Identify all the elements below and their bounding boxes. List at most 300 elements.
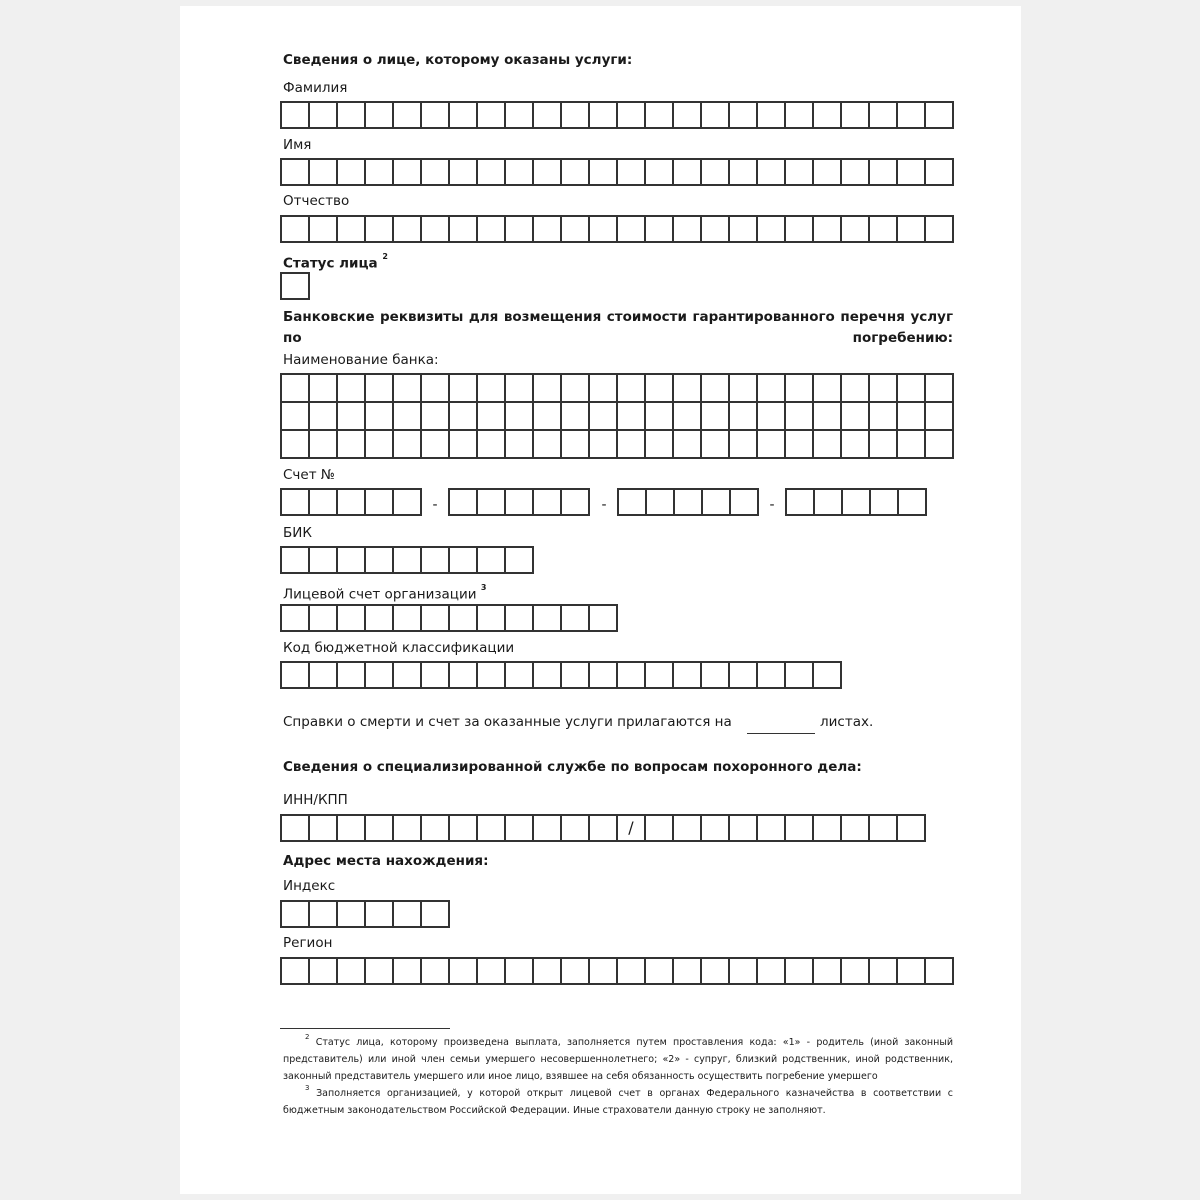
char-cell[interactable] — [282, 215, 310, 243]
char-cell[interactable] — [646, 431, 674, 459]
char-cell[interactable] — [674, 101, 702, 129]
char-cell[interactable] — [842, 431, 870, 459]
bank-name-field[interactable] — [280, 373, 954, 459]
char-cell[interactable] — [814, 661, 842, 689]
char-cell[interactable] — [534, 101, 562, 129]
char-cell[interactable] — [562, 375, 590, 403]
region-label: Регион — [283, 935, 333, 951]
char-cell[interactable] — [898, 814, 926, 842]
personal-account-footnote-mark: 3 — [480, 583, 487, 592]
char-cell[interactable] — [506, 546, 534, 574]
char-cell[interactable] — [646, 957, 674, 985]
char-cell[interactable] — [562, 431, 590, 459]
char-cell[interactable] — [282, 272, 310, 300]
char-cell[interactable] — [394, 546, 422, 574]
char-cell[interactable] — [478, 957, 506, 985]
char-cell[interactable] — [310, 957, 338, 985]
char-cell[interactable] — [394, 431, 422, 459]
char-cell[interactable] — [366, 814, 394, 842]
footnote-2-mark: 2 — [305, 1033, 310, 1041]
char-cell[interactable] — [590, 403, 618, 431]
char-cell[interactable] — [394, 101, 422, 129]
char-cell[interactable] — [450, 158, 478, 186]
status-label-text: Статус лица — [283, 255, 378, 272]
char-cell[interactable] — [870, 403, 898, 431]
char-cell[interactable] — [646, 814, 674, 842]
char-cell[interactable] — [506, 158, 534, 186]
attachments-suffix: листах. — [820, 714, 874, 730]
char-cell[interactable] — [506, 375, 534, 403]
char-cell[interactable] — [926, 957, 954, 985]
char-cell[interactable] — [310, 375, 338, 403]
char-cell[interactable] — [310, 431, 338, 459]
char-cell[interactable] — [842, 957, 870, 985]
char-cell[interactable] — [338, 101, 366, 129]
char-cell[interactable] — [786, 403, 814, 431]
char-cell[interactable] — [786, 375, 814, 403]
char-cell[interactable] — [646, 375, 674, 403]
char-cell[interactable] — [422, 661, 450, 689]
char-cell[interactable] — [870, 101, 898, 129]
char-cell[interactable] — [590, 814, 618, 842]
kbk-field[interactable] — [280, 661, 842, 689]
char-cell[interactable] — [646, 403, 674, 431]
char-cell[interactable] — [366, 488, 394, 516]
char-cell[interactable] — [842, 814, 870, 842]
bik-label: БИК — [283, 525, 312, 541]
char-cell[interactable] — [422, 900, 450, 928]
char-cell[interactable] — [366, 375, 394, 403]
char-cell[interactable] — [618, 158, 646, 186]
char-cell[interactable] — [674, 431, 702, 459]
footnote-3-text: Заполняется организацией, у которой открыт лицевой счет в органах Федерального казначейства в соответствии с бюджетным законодательством Российской Федерации. Иные страхователи данную строку не заполняют. — [283, 1088, 953, 1117]
char-cell[interactable] — [702, 431, 730, 459]
char-cell[interactable] — [534, 814, 562, 842]
char-cell[interactable] — [730, 431, 758, 459]
char-cell[interactable] — [926, 431, 954, 459]
char-cell[interactable] — [338, 403, 366, 431]
char-cell[interactable] — [394, 604, 422, 632]
person-heading: Сведения о лице, которому оказаны услуги: — [283, 52, 633, 68]
char-cell[interactable] — [730, 814, 758, 842]
char-cell[interactable] — [450, 546, 478, 574]
char-cell[interactable] — [366, 546, 394, 574]
char-cell[interactable] — [366, 403, 394, 431]
char-cell[interactable] — [674, 403, 702, 431]
char-cell[interactable] — [646, 158, 674, 186]
char-cell[interactable] — [394, 661, 422, 689]
char-cell[interactable] — [450, 101, 478, 129]
char-cell[interactable] — [898, 101, 926, 129]
char-cell[interactable] — [562, 488, 590, 516]
char-cell[interactable] — [758, 661, 786, 689]
char-cell[interactable] — [310, 488, 338, 516]
char-cell[interactable] — [478, 661, 506, 689]
char-cell[interactable] — [422, 604, 450, 632]
char-cell[interactable] — [394, 375, 422, 403]
char-cell[interactable] — [590, 957, 618, 985]
char-cell[interactable] — [618, 957, 646, 985]
char-cell[interactable] — [506, 215, 534, 243]
char-cell[interactable] — [478, 215, 506, 243]
char-cell[interactable] — [338, 661, 366, 689]
footnote-divider — [280, 1028, 450, 1029]
char-cell[interactable] — [506, 957, 534, 985]
char-cell[interactable] — [730, 957, 758, 985]
char-cell[interactable] — [926, 403, 954, 431]
char-cell[interactable] — [870, 814, 898, 842]
char-cell[interactable] — [702, 158, 730, 186]
char-cell[interactable] — [786, 661, 814, 689]
char-cell[interactable] — [842, 215, 870, 243]
personal-account-label-text: Лицевой счет организации — [283, 586, 477, 603]
char-cell[interactable] — [618, 101, 646, 129]
char-cell[interactable] — [534, 661, 562, 689]
char-cell[interactable] — [422, 403, 450, 431]
char-cell[interactable] — [534, 957, 562, 985]
char-cell[interactable] — [422, 101, 450, 129]
char-cell[interactable] — [842, 101, 870, 129]
char-cell[interactable] — [619, 488, 647, 516]
char-cell[interactable] — [674, 814, 702, 842]
char-cell[interactable] — [506, 814, 534, 842]
char-cell[interactable] — [870, 158, 898, 186]
footnote-3-mark: 3 — [305, 1084, 310, 1092]
char-cell[interactable] — [422, 215, 450, 243]
account-field-part1[interactable] — [280, 488, 422, 516]
char-cell[interactable] — [562, 957, 590, 985]
char-cell[interactable] — [758, 431, 786, 459]
bank-heading: Банковские реквизиты для возмещения стоимости гарантированного перечня услуг по погребению: — [283, 309, 953, 346]
char-cell[interactable] — [730, 403, 758, 431]
char-cell[interactable] — [758, 101, 786, 129]
char-cell[interactable] — [310, 814, 338, 842]
char-cell[interactable] — [478, 431, 506, 459]
char-cell[interactable] — [478, 814, 506, 842]
char-cell[interactable] — [618, 661, 646, 689]
char-cell[interactable] — [394, 900, 422, 928]
char-cell[interactable] — [310, 215, 338, 243]
char-cell[interactable] — [394, 957, 422, 985]
char-cell[interactable] — [646, 661, 674, 689]
char-cell[interactable] — [310, 604, 338, 632]
char-cell[interactable] — [422, 158, 450, 186]
account-field-part3[interactable] — [617, 488, 759, 516]
char-cell[interactable] — [814, 215, 842, 243]
char-cell[interactable] — [675, 488, 703, 516]
char-cell[interactable] — [758, 375, 786, 403]
char-cell[interactable] — [646, 101, 674, 129]
char-cell[interactable] — [786, 215, 814, 243]
index-field[interactable] — [280, 900, 450, 928]
char-cell[interactable] — [926, 215, 954, 243]
char-cell[interactable] — [730, 101, 758, 129]
status-label — [283, 252, 388, 272]
char-cell[interactable] — [310, 661, 338, 689]
char-cell[interactable] — [898, 375, 926, 403]
char-cell[interactable] — [282, 546, 310, 574]
char-cell[interactable] — [366, 101, 394, 129]
char-cell[interactable] — [618, 375, 646, 403]
char-cell[interactable] — [450, 604, 478, 632]
char-cell[interactable] — [422, 814, 450, 842]
char-cell[interactable] — [366, 215, 394, 243]
char-cell[interactable] — [814, 431, 842, 459]
char-cell[interactable] — [702, 101, 730, 129]
char-cell[interactable] — [310, 101, 338, 129]
char-cell[interactable] — [478, 488, 506, 516]
char-cell[interactable] — [926, 375, 954, 403]
char-cell[interactable] — [338, 546, 366, 574]
name-field[interactable] — [280, 158, 954, 186]
char-cell[interactable] — [478, 403, 506, 431]
char-cell[interactable] — [450, 215, 478, 243]
char-cell[interactable] — [450, 403, 478, 431]
char-cell[interactable] — [338, 215, 366, 243]
char-cell[interactable] — [394, 215, 422, 243]
char-cell[interactable] — [731, 488, 759, 516]
char-cell[interactable] — [842, 375, 870, 403]
patronymic-field[interactable] — [280, 215, 954, 243]
char-cell[interactable] — [758, 403, 786, 431]
char-cell[interactable] — [674, 661, 702, 689]
account-separator: - — [432, 497, 438, 513]
char-cell[interactable] — [450, 661, 478, 689]
char-cell[interactable] — [870, 375, 898, 403]
char-cell[interactable] — [674, 215, 702, 243]
char-cell[interactable] — [562, 403, 590, 431]
char-cell[interactable] — [898, 403, 926, 431]
personal-account-field[interactable] — [280, 604, 618, 632]
char-cell[interactable] — [310, 546, 338, 574]
bik-field[interactable] — [280, 546, 534, 574]
char-cell[interactable] — [870, 431, 898, 459]
char-cell[interactable] — [506, 403, 534, 431]
char-cell[interactable] — [786, 957, 814, 985]
char-cell[interactable] — [647, 488, 675, 516]
char-cell[interactable] — [282, 488, 310, 516]
char-cell[interactable] — [814, 403, 842, 431]
char-cell[interactable] — [282, 375, 310, 403]
char-cell[interactable] — [562, 158, 590, 186]
char-cell[interactable] — [310, 403, 338, 431]
char-cell[interactable] — [422, 431, 450, 459]
char-cell[interactable] — [450, 957, 478, 985]
char-cell[interactable] — [422, 957, 450, 985]
char-cell[interactable] — [338, 158, 366, 186]
char-cell[interactable] — [534, 215, 562, 243]
surname-field[interactable] — [280, 101, 954, 129]
status-footnote-mark: 2 — [382, 252, 388, 261]
char-cell[interactable] — [842, 158, 870, 186]
char-cell[interactable] — [282, 900, 310, 928]
char-cell[interactable] — [674, 375, 702, 403]
char-cell[interactable] — [590, 375, 618, 403]
char-cell[interactable] — [871, 488, 899, 516]
patronymic-label: Отчество — [283, 193, 350, 209]
char-cell[interactable] — [562, 814, 590, 842]
char-cell[interactable] — [282, 158, 310, 186]
char-cell[interactable] — [450, 814, 478, 842]
char-cell[interactable] — [478, 375, 506, 403]
char-cell[interactable] — [898, 215, 926, 243]
char-cell[interactable] — [506, 101, 534, 129]
index-label: Индекс — [283, 878, 336, 894]
char-cell[interactable] — [590, 661, 618, 689]
char-cell[interactable] — [814, 375, 842, 403]
char-cell[interactable] — [506, 488, 534, 516]
char-cell[interactable] — [870, 957, 898, 985]
char-cell[interactable] — [282, 431, 310, 459]
char-cell[interactable] — [758, 215, 786, 243]
char-cell[interactable] — [618, 431, 646, 459]
char-cell[interactable] — [534, 431, 562, 459]
char-cell[interactable] — [366, 900, 394, 928]
char-cell[interactable] — [787, 488, 815, 516]
char-cell[interactable] — [534, 375, 562, 403]
char-cell[interactable] — [758, 814, 786, 842]
char-cell[interactable] — [730, 661, 758, 689]
char-cell[interactable] — [366, 158, 394, 186]
char-cell[interactable] — [703, 488, 731, 516]
inn-kpp-separator: / — [618, 814, 646, 842]
char-cell[interactable] — [478, 604, 506, 632]
account-field-part2[interactable] — [448, 488, 590, 516]
char-cell[interactable] — [506, 604, 534, 632]
char-cell[interactable] — [926, 101, 954, 129]
char-cell[interactable] — [282, 604, 310, 632]
char-cell[interactable] — [926, 158, 954, 186]
char-cell[interactable] — [898, 431, 926, 459]
char-cell[interactable] — [786, 814, 814, 842]
char-cell[interactable] — [338, 488, 366, 516]
char-cell[interactable] — [366, 957, 394, 985]
char-cell[interactable] — [646, 215, 674, 243]
region-field[interactable] — [280, 957, 954, 985]
char-cell[interactable] — [814, 814, 842, 842]
char-cell[interactable] — [843, 488, 871, 516]
inn-kpp-field[interactable] — [280, 814, 926, 842]
char-cell[interactable] — [842, 403, 870, 431]
char-cell[interactable] — [786, 101, 814, 129]
char-cell[interactable] — [898, 957, 926, 985]
document-page — [180, 6, 1021, 1194]
char-cell[interactable] — [702, 215, 730, 243]
char-cell[interactable] — [674, 957, 702, 985]
char-cell[interactable] — [338, 375, 366, 403]
char-cell[interactable] — [562, 101, 590, 129]
char-cell[interactable] — [702, 661, 730, 689]
char-cell[interactable] — [702, 375, 730, 403]
char-cell[interactable] — [422, 546, 450, 574]
char-cell[interactable] — [450, 488, 478, 516]
char-cell[interactable] — [730, 375, 758, 403]
char-cell[interactable] — [702, 814, 730, 842]
footnote-2 — [283, 1031, 953, 1085]
char-cell[interactable] — [534, 403, 562, 431]
char-cell[interactable] — [758, 158, 786, 186]
char-cell[interactable] — [618, 215, 646, 243]
char-cell[interactable] — [786, 158, 814, 186]
char-cell[interactable] — [450, 375, 478, 403]
char-cell[interactable] — [338, 431, 366, 459]
char-cell[interactable] — [730, 215, 758, 243]
char-cell[interactable] — [422, 375, 450, 403]
char-cell[interactable] — [310, 900, 338, 928]
char-cell[interactable] — [562, 604, 590, 632]
char-cell[interactable] — [282, 661, 310, 689]
char-cell[interactable] — [366, 661, 394, 689]
char-cell[interactable] — [282, 403, 310, 431]
char-cell[interactable] — [590, 215, 618, 243]
account-label: Счет № — [283, 467, 335, 483]
char-cell[interactable] — [338, 957, 366, 985]
char-cell[interactable] — [702, 957, 730, 985]
char-cell[interactable] — [338, 814, 366, 842]
char-cell[interactable] — [282, 101, 310, 129]
kbk-label: Код бюджетной классификации — [283, 640, 515, 656]
char-cell[interactable] — [506, 661, 534, 689]
char-cell[interactable] — [590, 604, 618, 632]
char-cell[interactable] — [478, 158, 506, 186]
char-cell[interactable] — [590, 158, 618, 186]
char-cell[interactable] — [478, 546, 506, 574]
char-cell[interactable] — [562, 215, 590, 243]
char-cell[interactable] — [674, 158, 702, 186]
footnote-3 — [283, 1082, 953, 1119]
char-cell[interactable] — [338, 604, 366, 632]
char-cell[interactable] — [590, 101, 618, 129]
char-cell[interactable] — [898, 158, 926, 186]
char-cell[interactable] — [562, 661, 590, 689]
char-cell[interactable] — [814, 101, 842, 129]
char-cell[interactable] — [394, 488, 422, 516]
char-cell[interactable] — [702, 403, 730, 431]
char-cell[interactable] — [814, 158, 842, 186]
char-cell[interactable] — [310, 158, 338, 186]
char-cell[interactable] — [786, 431, 814, 459]
char-cell[interactable] — [814, 957, 842, 985]
char-cell[interactable] — [478, 101, 506, 129]
char-cell[interactable] — [366, 431, 394, 459]
char-cell[interactable] — [618, 403, 646, 431]
char-cell[interactable] — [394, 158, 422, 186]
inn-kpp-label: ИНН/КПП — [283, 792, 348, 808]
attachments-pages-field[interactable] — [747, 717, 815, 734]
char-cell[interactable] — [758, 957, 786, 985]
account-separator: - — [601, 497, 607, 513]
char-cell[interactable] — [534, 158, 562, 186]
char-cell[interactable] — [282, 814, 310, 842]
char-cell[interactable] — [338, 900, 366, 928]
char-cell[interactable] — [899, 488, 927, 516]
char-cell[interactable] — [534, 488, 562, 516]
char-cell[interactable] — [366, 604, 394, 632]
char-cell[interactable] — [506, 431, 534, 459]
attachments-text: Справки о смерти и счет за оказанные услуги прилагаются на — [283, 714, 732, 730]
char-cell[interactable] — [394, 403, 422, 431]
account-field-part4[interactable] — [785, 488, 927, 516]
char-cell[interactable] — [450, 431, 478, 459]
char-cell[interactable] — [590, 431, 618, 459]
char-cell[interactable] — [870, 215, 898, 243]
char-cell[interactable] — [815, 488, 843, 516]
char-cell[interactable] — [534, 604, 562, 632]
status-field[interactable] — [280, 272, 310, 300]
char-cell[interactable] — [730, 158, 758, 186]
char-cell[interactable] — [282, 957, 310, 985]
char-cell[interactable] — [394, 814, 422, 842]
